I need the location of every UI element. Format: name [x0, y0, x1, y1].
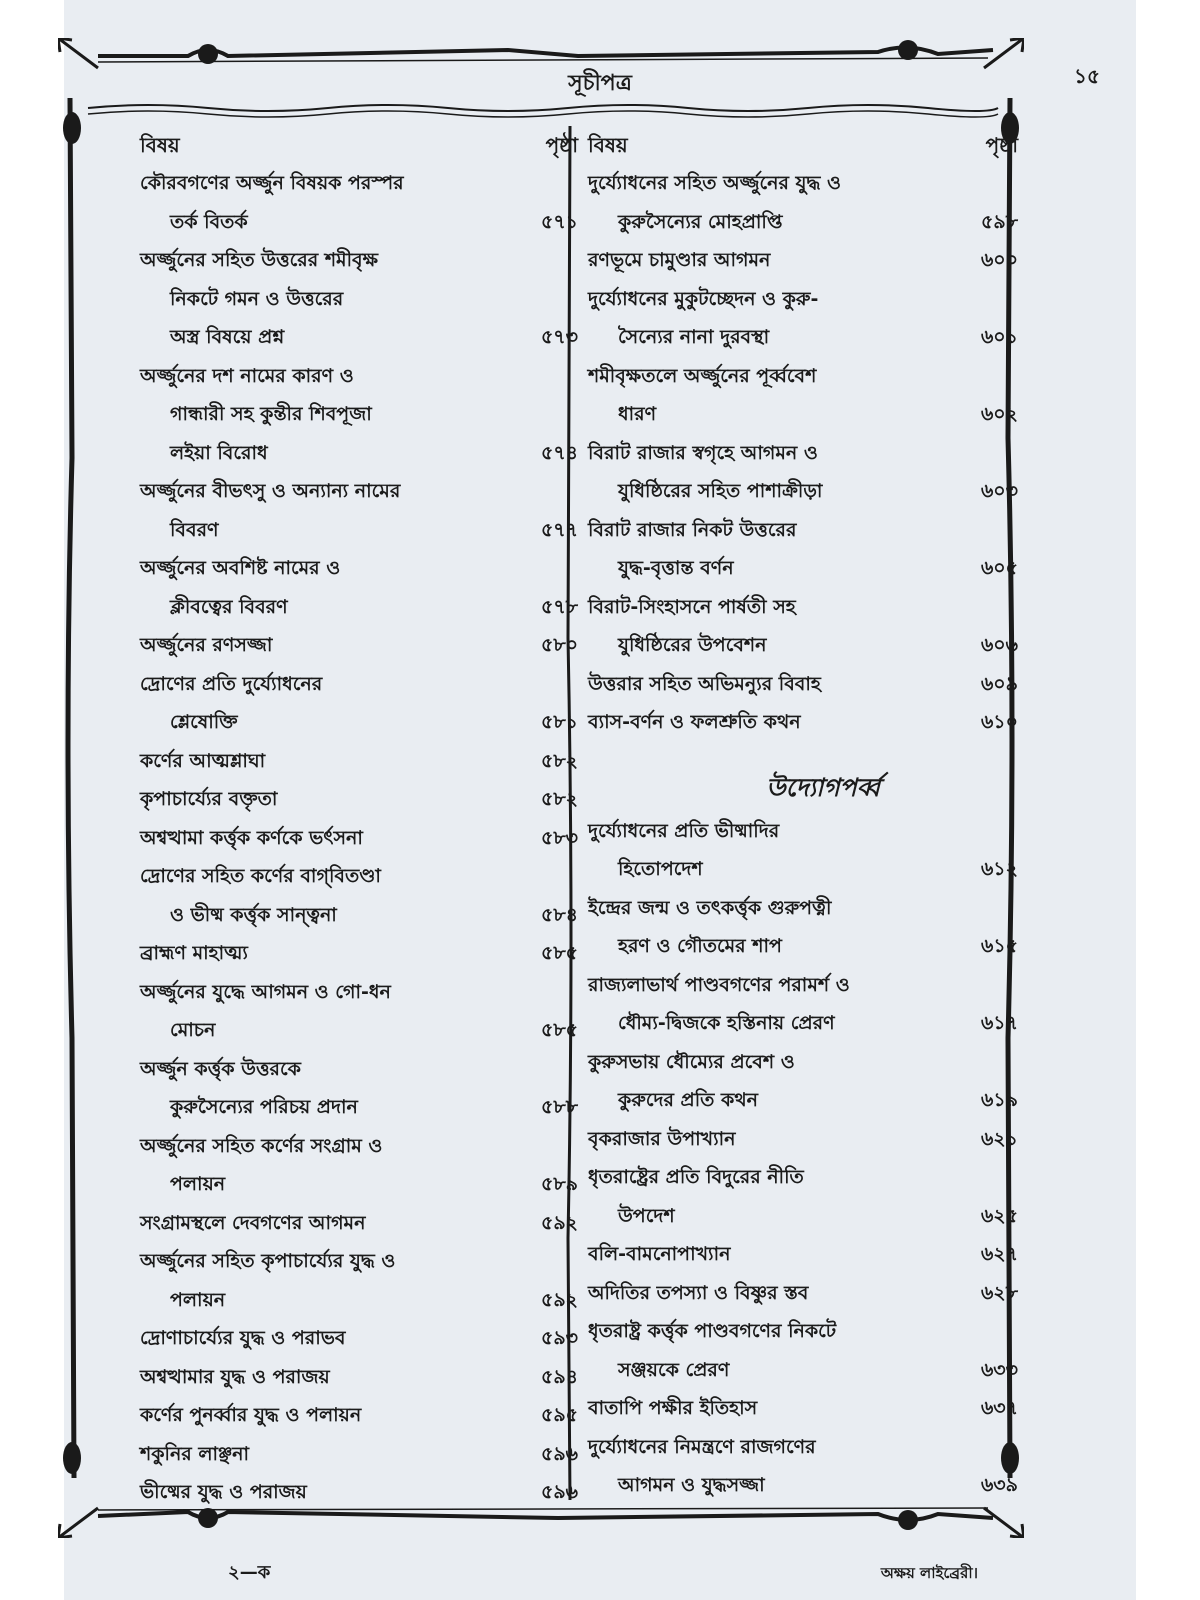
toc-entry-page: ৫৯৬ — [540, 1481, 578, 1503]
toc-entry-page: ৬২৫ — [980, 1204, 1018, 1227]
toc-entry-title — [140, 742, 516, 781]
toc-entry-line: ধৌম্য-দ্বিজকে হস্তিনায় প্রেরণ — [618, 1012, 835, 1034]
toc-entry-page: ৫৮৮ — [541, 1096, 578, 1118]
toc-entry-page: ৬১৫ — [980, 935, 1018, 957]
toc-entry — [140, 472, 578, 549]
toc-entry-title — [140, 1473, 516, 1512]
toc-entry-line: দুর্য্যোধনের মুকুটচ্ছেদন ও কুরু- — [588, 287, 819, 310]
toc-entry — [140, 665, 578, 742]
toc-entry-title — [588, 164, 956, 241]
toc-entry-line: বলি-বামনোপাখ্যান — [588, 1243, 731, 1265]
toc-entry-page: ৫৮০ — [540, 634, 578, 656]
toc-entry-title — [588, 1043, 956, 1120]
toc-entry — [140, 1435, 578, 1474]
toc-entry-page: ৬৩৩ — [980, 1358, 1018, 1381]
toc-entry-line: কর্ণের পুনর্ব্বার যুদ্ধ ও পলায়ন — [140, 1404, 362, 1426]
toc-entry-line: ধৃতরাষ্ট্র কর্ত্তৃক পাণ্ডবগণের নিকটে — [588, 1320, 837, 1342]
toc-entry-line: অর্জ্জুনের যুদ্ধে আগমন ও গো-ধন — [140, 980, 391, 1003]
toc-entry-line: ধৃতরাষ্ট্রের প্রতি বিদুরের নীতি — [588, 1166, 804, 1188]
toc-entry — [588, 1428, 1018, 1505]
toc-entry-page: ৫৯৪ — [541, 1365, 578, 1388]
toc-entry — [588, 1120, 1018, 1159]
page-label: পৃষ্ঠা — [545, 133, 578, 157]
toc-entry-page: ৬২১ — [980, 1127, 1018, 1150]
toc-entry-page: ৬১০ — [980, 711, 1018, 733]
toc-entry-title — [588, 1235, 956, 1274]
toc-entry-line: দুর্য্যোধনের সহিত অর্জ্জুনের যুদ্ধ ও — [588, 172, 842, 194]
toc-entry-title — [140, 1319, 516, 1358]
toc-entry — [140, 357, 578, 473]
toc-entry — [140, 1473, 578, 1512]
toc-entry — [588, 703, 1018, 742]
toc-entry-line: অর্জ্জুনের বীভৎসু ও অন্যান্য নামের — [140, 480, 401, 502]
toc-entry — [588, 1274, 1018, 1313]
toc-entry-line: অর্জ্জুনের সহিত কর্ণের সংগ্রাম ও — [140, 1134, 383, 1157]
page-number: ১৫ — [1074, 64, 1100, 88]
toc-entry-title — [140, 1396, 516, 1435]
toc-entry-title — [140, 819, 516, 858]
toc-entry-line: হিতোপদেশ — [618, 858, 703, 880]
toc-entry-line: রাজ্যলাভার্থ পাণ্ডবগণের পরামর্শ ও — [588, 973, 850, 996]
toc-entry-line: অর্জ্জুনের সহিত উত্তরের শমীবৃক্ষ — [140, 249, 379, 271]
toc-entry — [140, 819, 578, 858]
toc-entry-title — [140, 164, 516, 241]
toc-entry — [588, 665, 1018, 704]
toc-entry-title — [588, 1312, 956, 1389]
toc-entry — [140, 1319, 578, 1358]
toc-entry — [588, 357, 1018, 434]
column-header — [140, 126, 578, 164]
toc-entry-line: বাতাপি পক্ষীর ইতিহাস — [588, 1397, 758, 1419]
toc-entry-title — [140, 472, 516, 549]
toc-entry-page: ৫৮২ — [540, 749, 578, 772]
toc-entry-line: ধারণ — [618, 403, 657, 425]
toc-entry-line: ইন্দ্রের জন্ম ও তৎকর্ত্তৃক গুরুপত্নী — [588, 896, 832, 919]
toc-entry-line: অশ্বত্থামা কর্ত্তৃক কর্ণকে ভর্ৎসনা — [140, 826, 363, 849]
toc-entry-line: দ্রোণাচার্য্যের যুদ্ধ ও পরাভব — [140, 1327, 346, 1349]
toc-entry-line: কৃপাচার্য্যের বক্তৃতা — [140, 788, 278, 810]
toc-entry-line: দুর্য্যোধনের নিমন্ত্রণে রাজগণের — [588, 1435, 816, 1458]
toc-entry-page: ৫৮৩ — [540, 826, 578, 849]
toc-column-left — [140, 126, 578, 1512]
toc-entry-page: ৬০৩ — [980, 480, 1018, 502]
toc-entry — [588, 1158, 1018, 1235]
toc-entry-title — [588, 1158, 956, 1235]
toc-entry — [140, 241, 578, 357]
toc-list-left — [140, 164, 578, 1512]
toc-entry-page: ৫৭৪ — [540, 441, 578, 464]
toc-entry-title — [140, 626, 516, 665]
toc-entry-page: ৬০০ — [980, 249, 1018, 271]
toc-entry-title — [140, 1204, 516, 1243]
toc-entry — [588, 241, 1018, 280]
toc-entry-page: ৬২৭ — [980, 1243, 1018, 1265]
toc-entry-line: ব্রাহ্মণ মাহাত্ম্য — [140, 942, 248, 964]
toc-entry-line: দ্রোণের প্রতি দুর্য্যোধনের — [140, 672, 323, 695]
toc-entry-line: দ্রোণের সহিত কর্ণের বাগ্‌বিতণ্ডা — [140, 865, 381, 887]
toc-entry-title — [140, 665, 516, 742]
toc-entry-line: পলায়ন — [170, 1173, 226, 1195]
toc-entry-line: দুর্য্যোধনের প্রতি ভীষ্মাদির — [588, 819, 780, 842]
toc-entry-line: সঞ্জয়কে প্রেরণ — [618, 1358, 730, 1381]
toc-entry — [588, 164, 1018, 241]
toc-entry-line: ভীষ্মের যুদ্ধ ও পরাজয় — [140, 1481, 307, 1503]
toc-entry — [140, 1396, 578, 1435]
toc-entry — [588, 511, 1018, 588]
toc-entry-line: তর্ক বিতর্ক — [170, 210, 248, 233]
toc-entry-title — [140, 857, 516, 934]
page-label: পৃষ্ঠা — [985, 133, 1018, 157]
toc-entry-line: যুধিষ্ঠিরের উপবেশন — [618, 634, 767, 656]
toc-entry-page: ৫৮৯ — [541, 1173, 578, 1195]
toc-entry-page: ৫৭৭ — [540, 518, 578, 541]
toc-entry-page: ৬০৯ — [980, 672, 1018, 695]
toc-entry-line: সৈন্যের নানা দুরবস্থা — [618, 326, 770, 348]
toc-entry-line: কৌরবগণের অর্জ্জুন বিষয়ক পরস্পর — [140, 172, 404, 194]
signature-mark: ২—ক — [228, 1562, 271, 1583]
toc-entry-title — [588, 1274, 956, 1313]
toc-entry-title — [140, 357, 516, 473]
toc-entry-line: কুরুসভায় ধৌম্যের প্রবেশ ও — [588, 1050, 795, 1073]
toc-entry-title — [140, 1435, 516, 1474]
toc-entry-title — [140, 549, 516, 626]
toc-entry-line: ক্লীবত্বের বিবরণ — [170, 595, 288, 618]
toc-entry-title — [588, 511, 956, 588]
toc-entry — [140, 1050, 578, 1127]
toc-entry-line: অদিতির তপস্যা ও বিষ্ণুর স্তব — [588, 1281, 809, 1304]
page-title: সূচীপত্র — [568, 71, 632, 96]
toc-entry-line: ও ভীষ্ম কর্ত্তৃক সান্ত্বনা — [170, 903, 337, 926]
toc-entry-title — [140, 241, 516, 357]
toc-entry — [140, 626, 578, 665]
toc-entry-title — [588, 1120, 956, 1159]
toc-entry-line: অর্জ্জুন কর্ত্তৃক উত্তরকে — [140, 1057, 301, 1080]
toc-entry-title — [588, 889, 956, 966]
toc-entry-title — [140, 1242, 516, 1319]
toc-entry-page: ৫৮১ — [541, 711, 578, 733]
toc-column-right — [588, 126, 1018, 1505]
toc-entry-line: অর্জ্জুনের দশ নামের কারণ ও — [140, 364, 354, 387]
toc-entry-page: ৫৮২ — [540, 788, 578, 810]
toc-entry-title — [588, 357, 956, 434]
toc-entry-line: লইয়া বিরোধ — [170, 441, 268, 464]
toc-entry-page: ৬৩৯ — [980, 1474, 1018, 1496]
toc-entry-line: হরণ ও গৌতমের শাপ — [618, 935, 782, 957]
toc-entry-line: বিবরণ — [170, 518, 219, 541]
toc-entry-page: ৬১২ — [980, 858, 1018, 880]
toc-entry — [140, 1358, 578, 1397]
toc-entry-line: নিকটে গমন ও উত্তরের — [170, 287, 344, 310]
section-heading: উদ্যোগপর্ব্ব — [766, 772, 880, 802]
toc-entry — [140, 164, 578, 241]
toc-entry-page: ৫৭৮ — [540, 595, 578, 618]
toc-entry-page: ৫৭১ — [540, 210, 578, 233]
toc-entry-page: ৫৯২ — [540, 1288, 578, 1311]
toc-entry-title — [140, 1358, 516, 1397]
toc-entry-page: ৬০২ — [980, 403, 1018, 425]
toc-entry-title — [588, 966, 956, 1043]
toc-entry — [140, 973, 578, 1050]
toc-entry-page: ৬১৯ — [980, 1089, 1018, 1111]
toc-entry-line: গান্ধারী সহ কুন্তীর শিবপূজা — [170, 403, 372, 425]
toc-entry-page: ৫৮৫ — [541, 942, 578, 964]
toc-entry — [140, 742, 578, 781]
toc-entry-page: ৫৮৪ — [541, 903, 578, 926]
toc-entry-page: ৬০১ — [980, 326, 1018, 348]
toc-entry — [588, 1235, 1018, 1274]
subject-label: বিষয় — [140, 133, 180, 157]
toc-entry-page: ৫৯৮ — [981, 210, 1018, 233]
toc-entry-line: শমীবৃক্ষতলে অর্জ্জুনের পূর্ব্ববেশ — [588, 364, 817, 387]
toc-entry-title — [140, 934, 516, 973]
toc-entry-line: শ্লেষোক্তি — [170, 711, 238, 733]
toc-entry-line: ব্যাস-বর্ণন ও ফলশ্রুতি কথন — [588, 711, 801, 733]
toc-entry-page: ৫৯৩ — [540, 1327, 578, 1349]
toc-entry — [140, 857, 578, 934]
toc-entry — [140, 1204, 578, 1243]
toc-entry — [140, 934, 578, 973]
toc-entry — [588, 588, 1018, 665]
toc-entry-title — [588, 665, 956, 704]
toc-entry-title — [140, 780, 516, 819]
toc-entry-line: সংগ্রামস্থলে দেবগণের আগমন — [140, 1211, 366, 1234]
toc-entry-page: ৫৭৩ — [540, 326, 578, 348]
toc-entry — [140, 1242, 578, 1319]
toc-entry-line: অর্জ্জুনের অবশিষ্ট নামের ও — [140, 557, 341, 579]
toc-entry-line: অশ্বত্থামার যুদ্ধ ও পরাজয় — [140, 1365, 330, 1388]
toc-entry-page: ৬০৫ — [980, 557, 1018, 579]
toc-entry — [588, 434, 1018, 511]
toc-entry-line: মোচন — [170, 1019, 216, 1041]
toc-entry-line: পলায়ন — [170, 1288, 226, 1311]
toc-entry-page: ৫৯৫ — [541, 1404, 578, 1426]
toc-entry-line: বিরাট রাজার নিকট উত্তরের — [588, 518, 797, 541]
toc-entry-title — [140, 973, 516, 1050]
toc-entry — [140, 1127, 578, 1204]
toc-entry-page: ৬৩৭ — [980, 1397, 1018, 1419]
toc-entry-title — [588, 280, 956, 357]
toc-entry — [588, 1389, 1018, 1428]
toc-list-right-a — [588, 164, 1018, 742]
toc-entry-page: ৬০৬ — [980, 634, 1018, 656]
toc-entry-page: ৫৯৬ — [540, 1442, 578, 1465]
toc-entry — [588, 280, 1018, 357]
toc-entry-line: শকুনির লাঞ্ছনা — [140, 1442, 250, 1465]
toc-entry — [140, 780, 578, 819]
toc-entry — [140, 549, 578, 626]
toc-entry — [588, 966, 1018, 1043]
toc-entry-line: কুরুদের প্রতি কথন — [618, 1089, 758, 1111]
toc-entry-line: অস্ত্র বিষয়ে প্রশ্ন — [170, 326, 285, 348]
toc-entry-title — [588, 812, 956, 889]
toc-entry — [588, 1312, 1018, 1389]
column-header — [588, 126, 1018, 164]
toc-entry-title — [588, 241, 956, 280]
toc-entry — [588, 889, 1018, 966]
toc-entry-line: যুধিষ্ঠিরের সহিত পাশাক্রীড়া — [618, 480, 823, 502]
toc-entry-line: কুরুসৈন্যের মোহপ্রাপ্তি — [618, 210, 783, 233]
toc-entry-page: ৫৮৫ — [541, 1019, 578, 1041]
publisher-name: অক্ষয় লাইব্রেরী। — [880, 1564, 978, 1582]
toc-entry-line: অর্জ্জুনের রণসজ্জা — [140, 634, 273, 656]
toc-entry-line: কর্ণের আত্মশ্লাঘা — [140, 749, 266, 772]
toc-entry-line: বিরাট-সিংহাসনে পার্ষতী সহ — [588, 595, 796, 618]
toc-entry-title — [588, 434, 956, 511]
toc-entry-line: বিরাট রাজার স্বগৃহে আগমন ও — [588, 441, 818, 464]
toc-entry-title — [140, 1050, 516, 1127]
toc-entry-title — [588, 588, 956, 665]
toc-entry-line: রণভূমে চামুণ্ডার আগমন — [588, 249, 771, 271]
toc-entry-title — [140, 1127, 516, 1204]
toc-list-right-b — [588, 812, 1018, 1505]
toc-entry-title — [588, 1389, 956, 1428]
toc-entry-line: অর্জ্জুনের সহিত কৃপাচার্য্যের যুদ্ধ ও — [140, 1250, 396, 1272]
toc-entry-title — [588, 1428, 956, 1505]
toc-entry-line: বৃকরাজার উপাখ্যান — [588, 1127, 736, 1150]
toc-entry-title — [588, 703, 956, 742]
subject-label: বিষয় — [588, 133, 628, 157]
toc-entry-line: উপদেশ — [618, 1204, 675, 1227]
toc-entry-line: উত্তরার সহিত অভিমন্যুর বিবাহ — [588, 672, 821, 695]
toc-entry-page: ৬১৭ — [980, 1012, 1018, 1034]
toc-entry-page: ৫৯২ — [540, 1211, 578, 1234]
toc-entry-page: ৬২৮ — [980, 1281, 1018, 1304]
toc-entry — [588, 812, 1018, 889]
toc-entry-line: যুদ্ধ-বৃত্তান্ত বর্ণন — [618, 557, 734, 579]
toc-entry-line: কুরুসৈন্যের পরিচয় প্রদান — [170, 1096, 358, 1118]
toc-entry-line: আগমন ও যুদ্ধসজ্জা — [618, 1474, 765, 1496]
toc-entry — [588, 1043, 1018, 1120]
